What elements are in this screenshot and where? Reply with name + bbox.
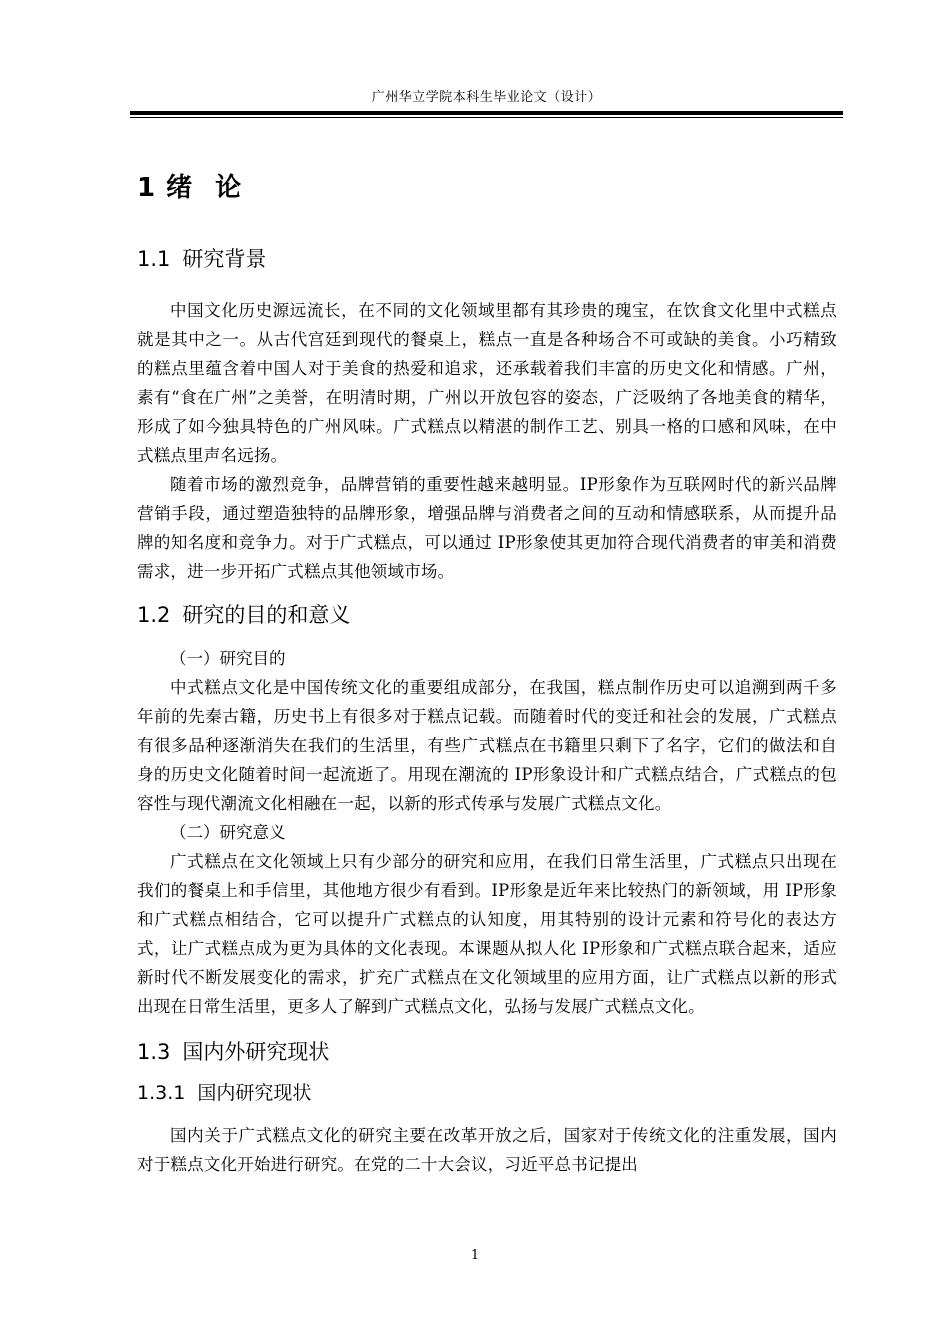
- paragraph-background-2: 随着市场的激烈竞争，品牌营销的重要性越来越明显。IP形象作为互联网时代的新兴品牌营销手段，通过塑造独特的品牌形象，增强品牌与消费者之间的互动和情感联系，从而提升品牌的知名度和竞争力。对于广式糕点，可以通过 IP形象使其更加符合现代消费者的审美和消费需求，进一步开拓广式糕点其他领域市场。: [137, 475, 837, 581]
- chapter-title-part-a: 绪: [166, 173, 194, 203]
- section-heading-1-1: [137, 244, 837, 274]
- subsection-heading-1-3-1: [137, 1079, 837, 1107]
- chapter-heading: [137, 170, 837, 206]
- page-number: 1: [470, 1248, 480, 1263]
- section-heading-1-3: [137, 1037, 837, 1067]
- section-title: 研究的目的和意义: [182, 603, 351, 627]
- section-number: 1.2: [137, 603, 171, 627]
- section-title: 国内外研究现状: [182, 1040, 330, 1064]
- main-content: [137, 170, 837, 1179]
- running-header: 广州华立学院本科生毕业论文（设计）: [371, 90, 602, 105]
- chapter-number: 1: [137, 173, 157, 203]
- section-title: 研究背景: [182, 247, 267, 271]
- paragraph-domestic-research: 国内关于广式糕点文化的研究主要在改革开放之后，国家对于传统文化的注重发展，国内对于糕点文化开始进行研究。在党的二十大会议，习近平总书记提出: [137, 1126, 837, 1174]
- section-heading-1-2: [137, 600, 837, 630]
- header-rule-thin: [130, 117, 843, 118]
- subheading-research-significance: （二）研究意义: [170, 823, 286, 842]
- subsection-title: 国内研究现状: [197, 1082, 312, 1104]
- subheading-research-purpose: （一）研究目的: [170, 649, 286, 668]
- paragraph-research-significance: 广式糕点在文化领域上只有少部分的研究和应用，在我们日常生活里，广式糕点只出现在我们的餐桌上和手信里，其他地方很少有看到。IP形象是近年来比较热门的新领域，用 IP形象和广式糕点相结合，它可以提升广式糕点的认知度，用其特别的设计元素和符号化的表达方式，让广式糕点成为更为具体的文化表现。本课题从拟人化 IP形象和广式糕点联合起来，适应新时代不断发展变化的需求，扩充广式糕点在文化领域里的应用方面，让广式糕点以新的形式出现在日常生活里，更多人了解到广式糕点文化，弘扬与发展广式糕点文化。: [137, 852, 837, 1016]
- paragraph-research-purpose: 中式糕点文化是中国传统文化的重要组成部分，在我国，糕点制作历史可以追溯到两千多年前的先秦古籍，历史书上有很多对于糕点记载。而随着时代的变迁和社会的发展，广式糕点有很多品种逐渐消失在我们的生活里，有些广式糕点在书籍里只剩下了名字，它们的做法和自身的历史文化随着时间一起流逝了。用现在潮流的 IP形象设计和广式糕点结合，广式糕点的包容性与现代潮流文化相融在一起，以新的形式传承与发展广式糕点文化。: [137, 678, 837, 813]
- header-rule-thick: [130, 111, 843, 115]
- subsection-number: 1.3.1: [137, 1082, 186, 1104]
- chapter-title-part-b: 论: [215, 173, 243, 203]
- section-number: 1.1: [137, 247, 171, 271]
- section-number: 1.3: [137, 1040, 171, 1064]
- paragraph-background-1: 中国文化历史源远流长，在不同的文化领域里都有其珍贵的瑰宝，在饮食文化里中式糕点就是其中之一。从古代宫廷到现代的餐桌上，糕点一直是各种场合不可或缺的美食。小巧精致的糕点里蕴含着中国人对于美食的热爱和追求，还承载着我们丰富的历史文化和情感。广州，素有“食在广州”之美誉，在明清时期，广州以开放包容的姿态，广泛吸纳了各地美食的精华，形成了如今独具特色的广州风味。广式糕点以精湛的制作工艺、别具一格的口感和风味，在中式糕点里声名远扬。: [137, 301, 837, 465]
